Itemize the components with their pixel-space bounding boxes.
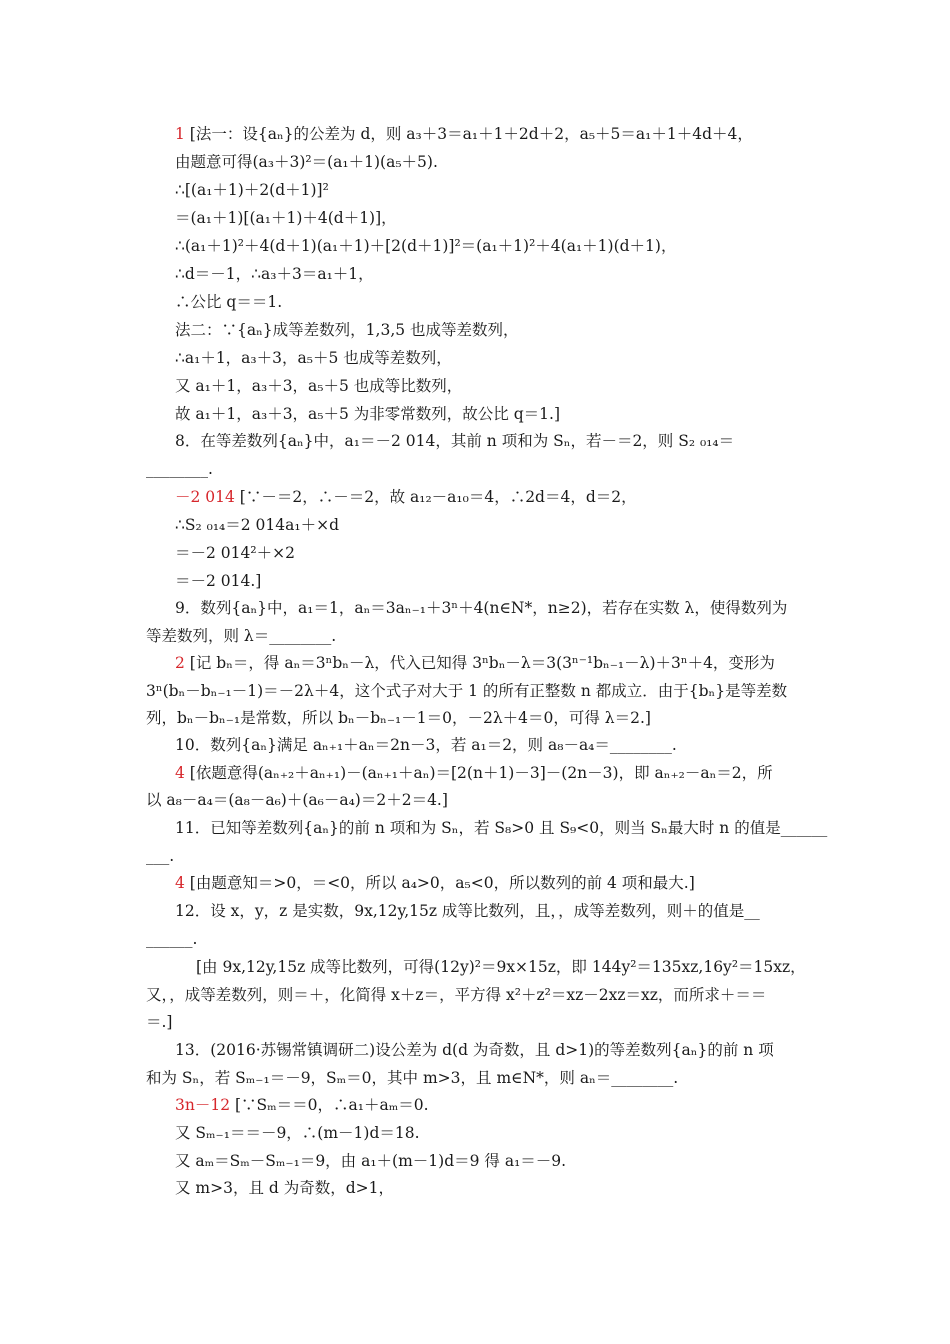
line-text: ∴d＝－1，∴a₃＋3＝a₁＋1， [175, 265, 374, 283]
text-line [175, 431, 839, 451]
line-text: ＝－2 014²＋×2 [175, 544, 295, 562]
text-line [175, 653, 839, 673]
text-line [146, 1068, 810, 1088]
text-line [146, 681, 810, 701]
line-text: 又 aₘ＝Sₘ－Sₘ₋₁＝9，由 a₁＋(m－1)d＝9 得 a₁＝－9. [175, 1152, 567, 1170]
text-line [175, 292, 839, 312]
line-text: 等差数列，则 λ＝________. [146, 627, 337, 645]
text-line [175, 735, 839, 755]
text-line [175, 376, 839, 396]
line-text: ________. [146, 460, 213, 478]
text-line [175, 571, 839, 591]
line-text: 8．在等差数列{aₙ}中，a₁＝－2 014，其前 n 项和为 Sₙ，若－＝2，则 S₂ ₀₁₄＝ [175, 432, 735, 450]
line-text: ＝(a₁＋1)[(a₁＋1)＋4(d＋1)]， [175, 209, 397, 227]
text-line [175, 1123, 839, 1143]
line-text: 3ⁿ(bₙ－bₙ₋₁－1)＝－2λ＋4，这个式子对大于 1 的所有正整数 n 都成立．由于{bₙ}是等差数 [146, 682, 788, 700]
text-line [146, 929, 810, 949]
line-text: 法二：∵{aₙ}成等差数列，1,3,5 也成等差数列， [175, 321, 519, 339]
text-line [175, 598, 839, 618]
answer-value: 3n－12 [175, 1096, 231, 1114]
text-line [175, 873, 839, 893]
line-text: ＝－2 014.] [175, 572, 262, 590]
line-text: ∴(a₁＋1)²＋4(d＋1)(a₁＋1)＋[2(d＋1)]²＝(a₁＋1)²＋4(a₁＋1)(d＋1)， [175, 237, 677, 255]
answer-value: 2 [175, 654, 185, 672]
line-text: 10．数列{aₙ}满足 aₙ₊₁＋aₙ＝2n－3，若 a₁＝2，则 a₈－a₄＝________. [175, 736, 677, 754]
text-line [175, 901, 839, 921]
line-text: 11．已知等差数列{aₙ}的前 n 项和为 Sₙ，若 S₈>0 且 S₉<0，则当 Sₙ最大时 n 的值是______ [175, 819, 828, 837]
text-line [175, 515, 839, 535]
text-line [175, 1095, 839, 1115]
line-text: ∴公比 q＝＝1. [175, 293, 283, 311]
line-text: ∴[(a₁＋1)＋2(d＋1)]² [175, 181, 329, 199]
line-text: 和为 Sₙ，若 Sₘ₋₁＝－9，Sₘ＝0，其中 m>3，且 m∈N*，则 aₙ＝________. [146, 1069, 679, 1087]
text-line [175, 543, 839, 563]
text-line [146, 985, 810, 1005]
line-text: 列，bₙ－bₙ₋₁是常数，所以 bₙ－bₙ₋₁－1＝0，－2λ＋4＝0，可得 λ＝2.] [146, 709, 651, 727]
line-text: ∴S₂ ₀₁₄＝2 014a₁＋×d [175, 516, 339, 534]
answer-value: 4 [175, 874, 185, 892]
line-text: 由题意可得(a₃＋3)²＝(a₁＋1)(a₅＋5). [175, 153, 438, 171]
text-line [175, 818, 839, 838]
text-line [175, 404, 839, 424]
line-text: 故 a₁＋1，a₃＋3，a₅＋5 为非零常数列，故公比 q＝1.] [175, 405, 560, 423]
text-line [175, 236, 839, 256]
text-line [146, 1012, 810, 1032]
text-line [175, 348, 839, 368]
text-line [175, 763, 839, 783]
text-line [175, 208, 839, 228]
line-text: 又 m>3，且 d 为奇数，d>1， [175, 1179, 395, 1197]
text-line [175, 124, 839, 144]
line-text: 以 a₈－a₄＝(a₈－a₆)＋(a₆－a₄)＝2＋2＝4.] [146, 791, 448, 809]
line-text: 12．设 x，y，z 是实数，9x,12y,15z 成等比数列，且，，成等差数列，则＋的值是__ [175, 902, 760, 920]
line-text: [∵Sₘ＝＝0，∴a₁＋aₘ＝0. [230, 1096, 429, 1114]
text-line [146, 708, 810, 728]
line-text: [由 9x,12y,15z 成等比数列，可得(12y)²＝9x×15z，即 144y²＝135xz,16y²＝15xz， [196, 958, 806, 976]
text-line [175, 320, 839, 340]
line-text: [由题意知＝>0，＝<0，所以 a₄>0，a₅<0，所以数列的前 4 项和最大.] [184, 874, 695, 892]
text-line [175, 180, 839, 200]
line-text: ___. [146, 847, 175, 865]
text-line [146, 846, 810, 866]
line-text: [记 bₙ＝，得 aₙ＝3ⁿbₙ－λ，代入已知得 3ⁿbₙ－λ＝3(3ⁿ⁻¹bₙ₋₁－λ)＋3ⁿ＋4，变形为 [184, 654, 775, 672]
line-text: 13．(2016·苏锡常镇调研二)设公差为 d(d 为奇数，且 d>1)的等差数列{aₙ}的前 n 项 [175, 1041, 774, 1059]
line-text: ＝.] [146, 1013, 173, 1031]
line-text: ______. [146, 930, 198, 948]
answer-value: －2 014 [175, 488, 235, 506]
line-text: [依题意得(aₙ₊₂＋aₙ₊₁)－(aₙ₊₁＋aₙ)＝[2(n＋1)－3]－(2n－3)，即 aₙ₊₂－aₙ＝2，所 [184, 764, 773, 782]
line-text: 9．数列{aₙ}中，a₁＝1，aₙ＝3aₙ₋₁＋3ⁿ＋4(n∈N*，n≥2)，若存在实数 λ，使得数列为 [175, 599, 788, 617]
answer-value: 4 [175, 764, 185, 782]
text-line [146, 459, 810, 479]
line-text: [法一：设{aₙ}的公差为 d，则 a₃＋3＝a₁＋1＋2d＋2，a₅＋5＝a₁＋1＋4d＋4， [184, 125, 753, 143]
text-line [175, 1151, 839, 1171]
text-line [175, 152, 839, 172]
answer-value: 1 [175, 125, 185, 143]
line-text: ∴a₁＋1，a₃＋3，a₅＋5 也成等差数列， [175, 349, 452, 367]
text-line [175, 1040, 839, 1060]
text-line [146, 790, 810, 810]
text-line [175, 1178, 839, 1198]
text-line [146, 626, 810, 646]
line-text: 又 Sₘ₋₁＝＝－9，∴(m－1)d＝18. [175, 1124, 420, 1142]
line-text: [∵－＝2，∴－＝2，故 a₁₂－a₁₀＝4，∴2d＝4，d＝2， [234, 488, 637, 506]
line-text: 又，，成等差数列，则＝＋，化简得 x＋z＝，平方得 x²＋z²＝xz－2xz＝xz，而所求＋＝＝ [146, 986, 767, 1004]
text-line [175, 264, 839, 284]
line-text: 又 a₁＋1，a₃＋3，a₅＋5 也成等比数列， [175, 377, 463, 395]
text-line [196, 957, 860, 977]
text-line [175, 487, 839, 507]
